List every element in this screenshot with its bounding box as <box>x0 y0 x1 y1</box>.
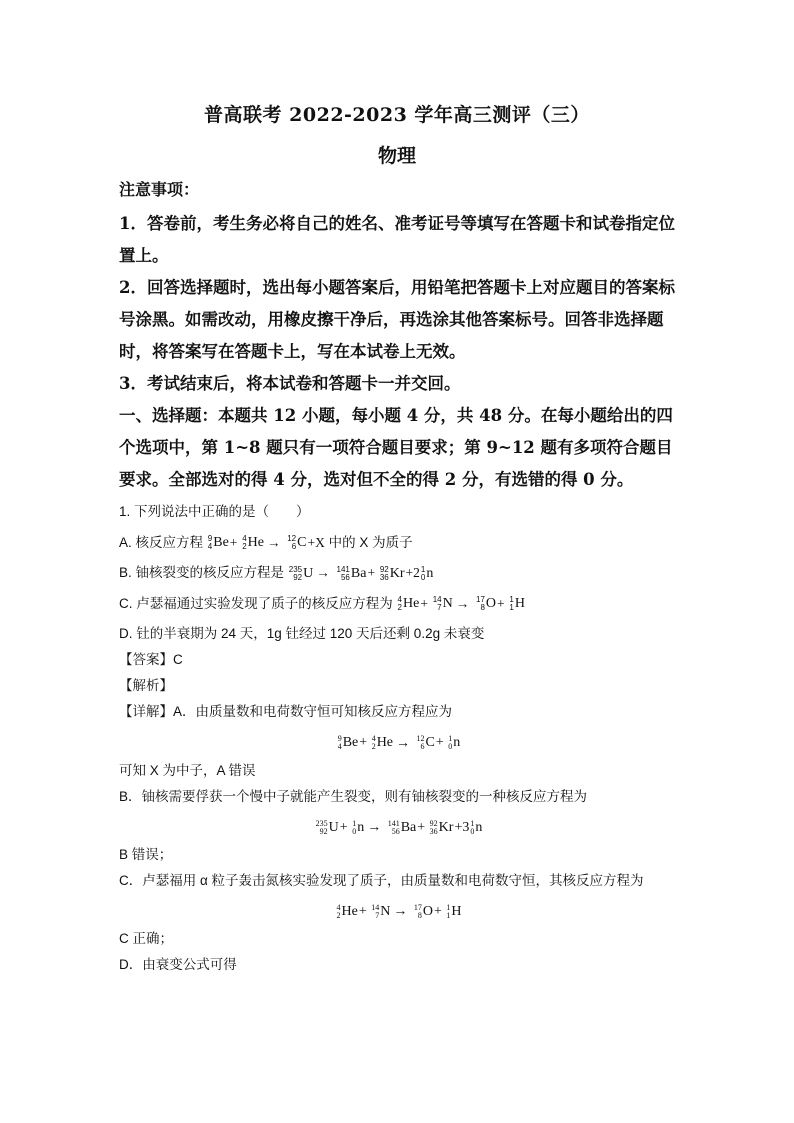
option-b-prefix: B. 铀核裂变的核反应方程是 <box>119 565 285 581</box>
nuclide-be: 9 4 Be <box>207 534 229 552</box>
note-item-3: 3．考试结束后，将本试卷和答题卡一并交回。 <box>119 374 461 393</box>
after-b: B 错误； <box>119 846 173 862</box>
option-a-prefix: A. 核反应方程 <box>119 535 204 550</box>
equation-c: 4 2 He + 14 7 N → 17 8 O + 1 1 H <box>119 900 679 924</box>
arrow-icon: → <box>266 535 281 550</box>
nuclide-kr: 92 36 Kr <box>379 564 405 582</box>
arrow-icon: → <box>396 735 411 751</box>
section-intro: 一、选择题：本题共 12 小题，每小题 4 分，共 48 分。在每小题给出的四个选项中，第 1~8 题只有一项符合题目要求；第 9~12 题有多项符合题目要求。全部选对的得 4 分，选对但不全的得 2 分，有选错的得 0 分。 <box>119 406 673 489</box>
document-body <box>119 178 679 976</box>
after-a: 可知 X 为中子，A 错误 <box>119 762 256 778</box>
option-c-prefix: C. 卢瑟福通过实验发现了质子的核反应方程为 <box>119 595 393 611</box>
detail-b: B．铀核需要俘获一个慢中子就能产生裂变，则有铀核裂变的一种核反应方程为 <box>119 788 588 804</box>
nuclide-he: 4 2 He <box>242 534 264 552</box>
document-title: 普高联考 2022-2023 学年高三测评（三） <box>204 104 590 126</box>
equation-b: 235 92 U + 1 0 n → 141 56 Ba + 92 36 Kr +3 1 0 n <box>119 816 679 840</box>
nuclide-he: 4 2 He <box>397 595 420 613</box>
question-stem: 1. 下列说法中正确的是（ ） <box>119 504 310 519</box>
nuclide-u: 235 92 U <box>288 564 314 582</box>
option-c: C. 卢瑟福通过实验发现了质子的核反应方程为 4 2 He + 14 7 N → 17 8 O + 1 1 H <box>119 593 679 615</box>
option-a: A. 核反应方程 9 4 Be + 4 2 He → 12 6 C +X 中的 X 为质子 <box>119 532 679 554</box>
equation-a: 9 4 Be + 4 2 He → 12 6 C + 1 0 n <box>119 731 679 755</box>
answer-label: 【答案】C <box>119 652 183 668</box>
arrow-icon: → <box>455 595 470 611</box>
nuclide-n: 1 0 n <box>420 564 434 582</box>
arrow-icon: → <box>367 819 382 835</box>
nuclide-h: 1 1 H <box>509 595 525 613</box>
arrow-icon: → <box>393 903 408 919</box>
subject-title: 物理 <box>377 145 416 167</box>
nuclide-ba: 141 56 Ba <box>336 564 367 582</box>
detail-c: C．卢瑟福用 α 粒子轰击氮核实验发现了质子，由质量数和电荷数守恒，其核反应方程为 <box>119 872 644 888</box>
analysis-label: 【解析】 <box>119 678 173 694</box>
notes-heading: 注意事项： <box>119 180 200 199</box>
after-c: C 正确； <box>119 930 173 946</box>
particle-x: X <box>315 535 325 550</box>
detail-a: 【详解】A．由质量数和电荷数守恒可知核反应方程应为 <box>119 704 453 720</box>
nuclide-n14: 14 7 N <box>432 595 453 613</box>
note-item-2: 2．回答选择题时，选出每小题答案后，用铅笔把答题卡上对应题目的答案标号涂黑。如需改动，用橡皮擦干净后，再选涂其他答案标号。回答非选择题时，将答案写在答题卡上，写在本试卷上无效。 <box>119 278 675 361</box>
arrow-icon: → <box>316 565 330 581</box>
option-a-suffix: 中的 X 为质子 <box>328 535 413 550</box>
nuclide-o: 17 8 O <box>476 595 497 613</box>
option-d: D. 钍的半衰期为 24 天，1g 钍经过 120 天后还剩 0.2g 未衰变 <box>119 626 485 642</box>
option-b: B. 铀核裂变的核反应方程是 235 92 U → 141 56 Ba + 92 36 Kr +2 1 0 n <box>119 562 679 584</box>
note-item-1: 1．答卷前，考生务必将自己的姓名、准考证号等填写在答题卡和试卷指定位置上。 <box>119 214 675 265</box>
nuclide-c: 12 6 C <box>287 534 307 552</box>
detail-d: D．由衰变公式可得 <box>119 956 237 972</box>
